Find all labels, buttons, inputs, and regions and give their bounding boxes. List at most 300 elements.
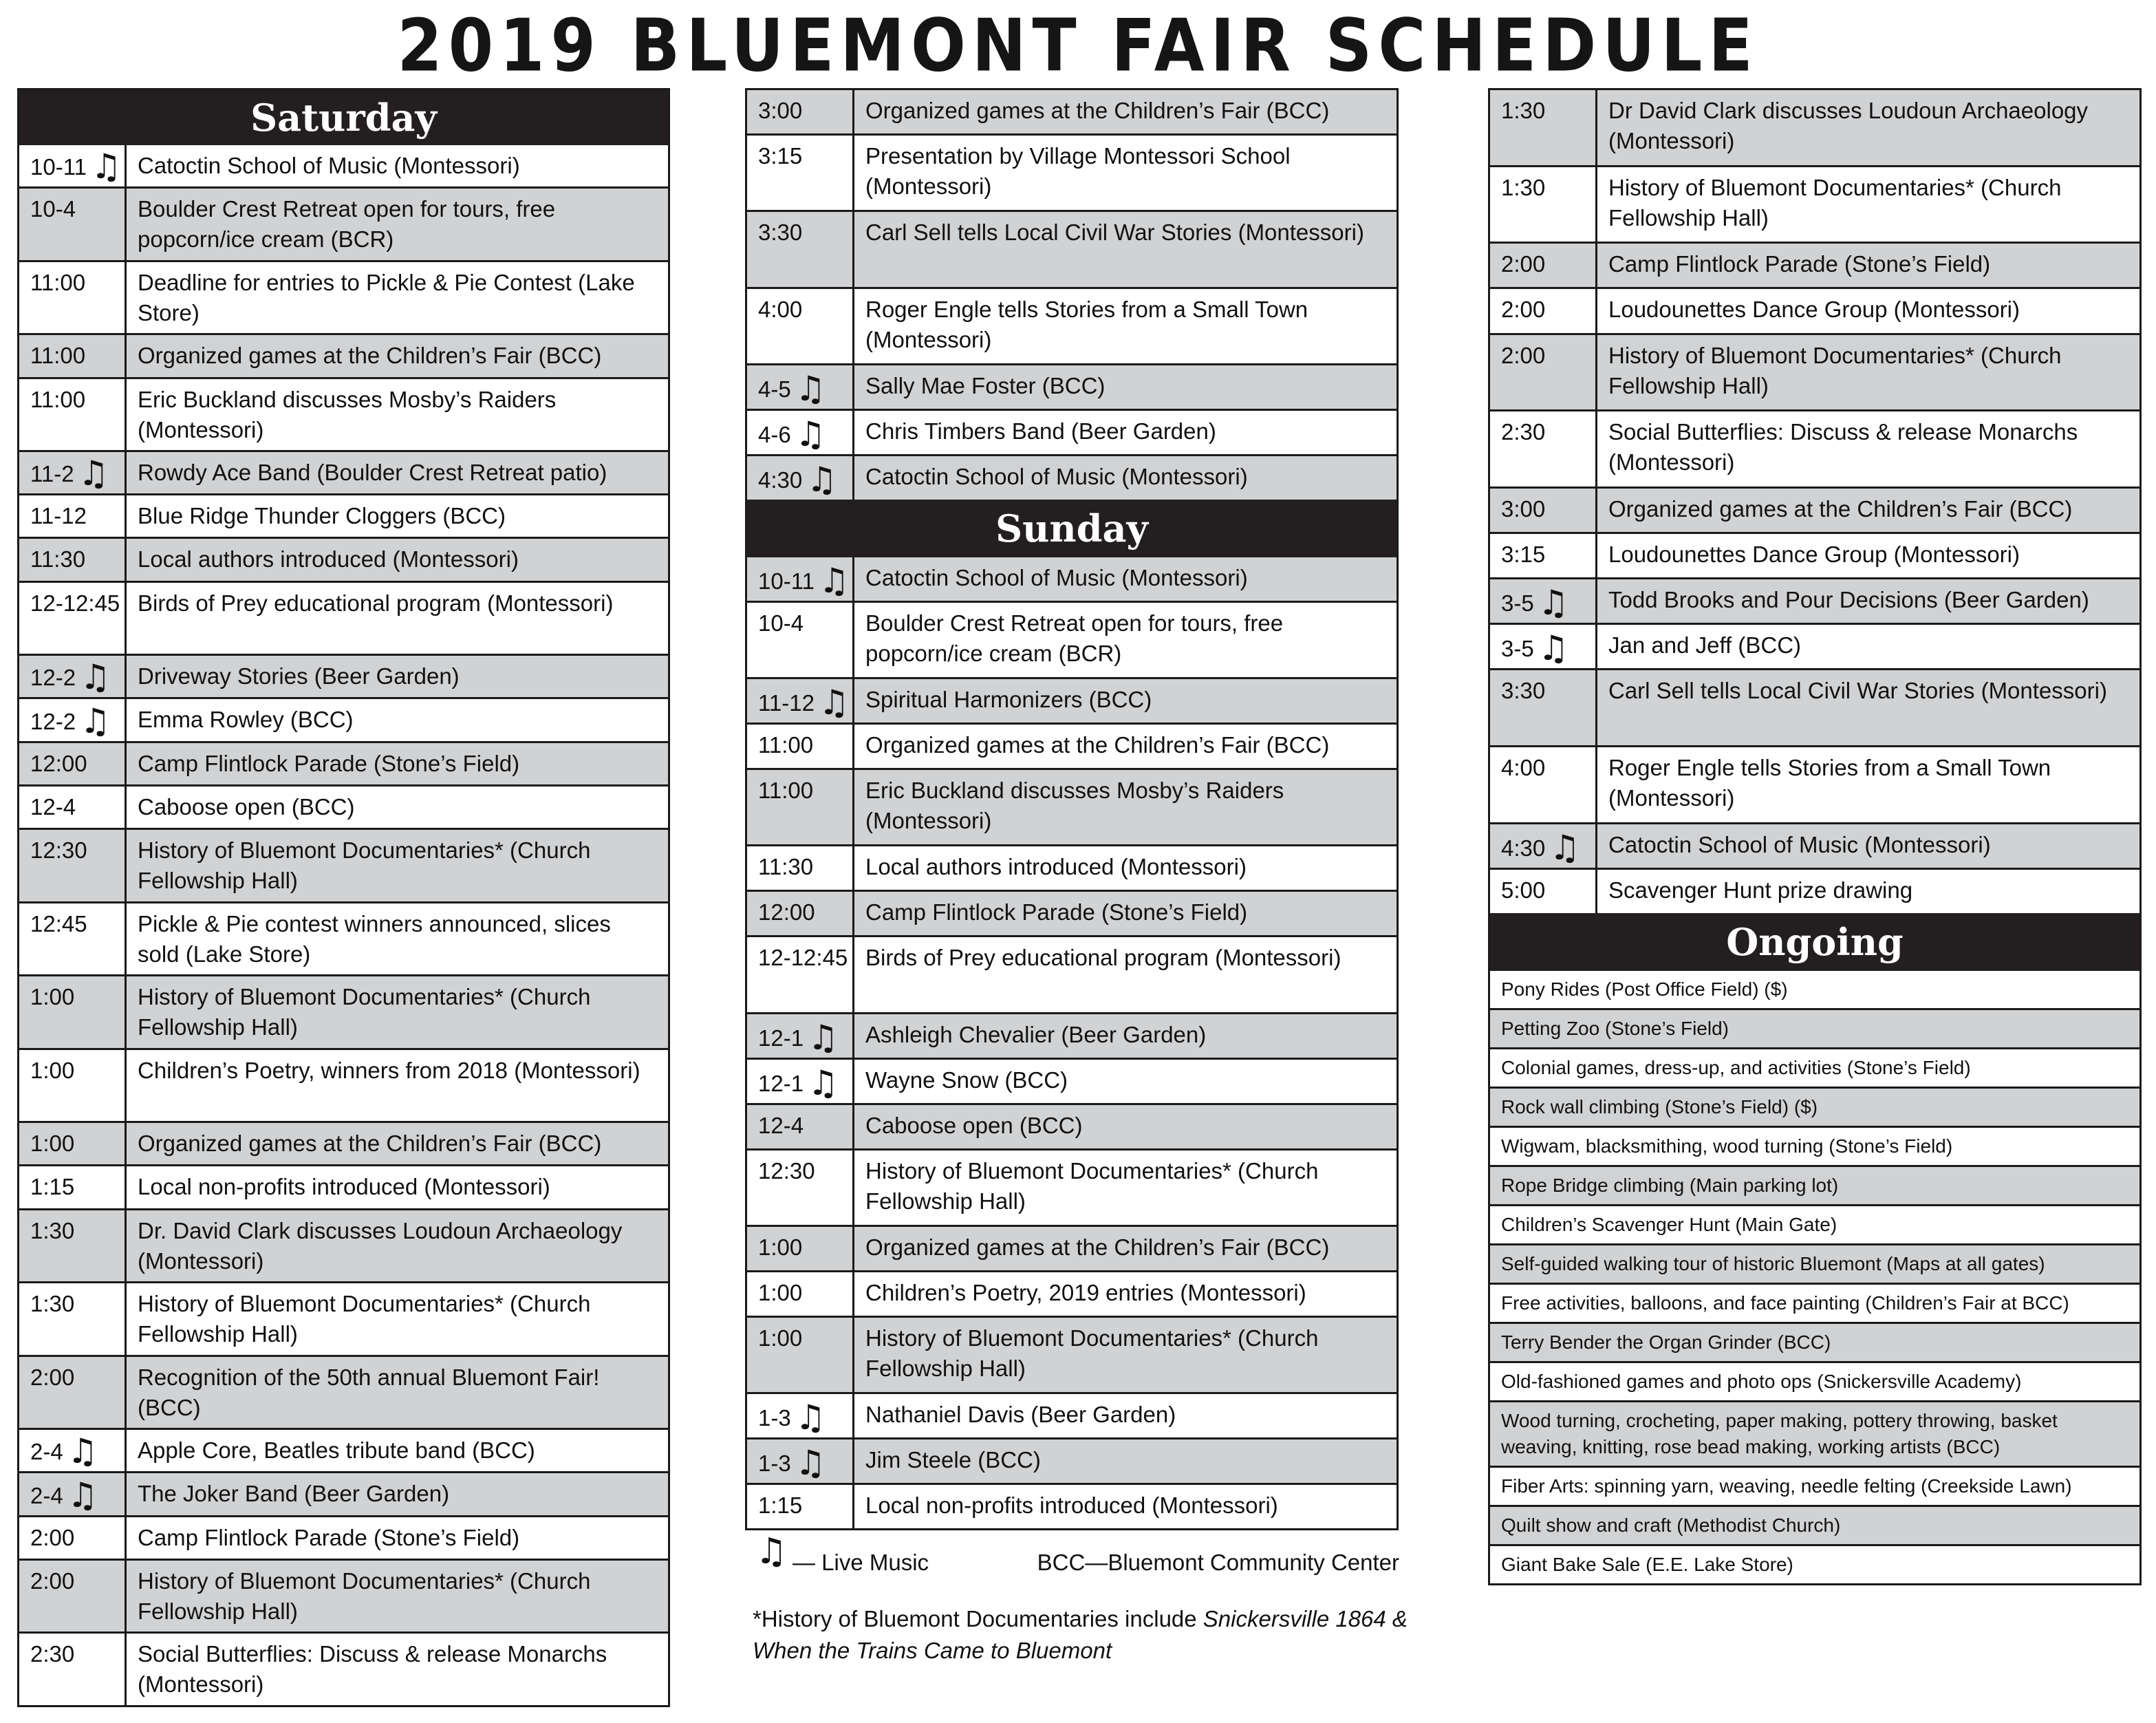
ongoing-item: Self-guided walking tour of historic Bluemont (Maps at all gates) bbox=[1490, 1243, 2139, 1283]
row-time-text: 12:30 bbox=[30, 837, 87, 864]
row-time bbox=[747, 1014, 854, 1058]
row-time bbox=[19, 539, 127, 580]
schedule-row bbox=[747, 289, 1397, 365]
row-time-text: 5:00 bbox=[1501, 877, 1546, 903]
row-time-text: 1:30 bbox=[1501, 174, 1546, 200]
ongoing-item: Rope Bridge climbing (Main parking lot) bbox=[1490, 1165, 2139, 1204]
ongoing-item: Children’s Scavenger Hunt (Main Gate) bbox=[1490, 1204, 2139, 1243]
saturday-header: Saturday bbox=[19, 90, 668, 145]
row-event: Chris Timbers Band (Beer Garden) bbox=[865, 418, 1216, 444]
row-time bbox=[747, 1440, 854, 1483]
row-event: Dr. David Clark discusses Loudoun Archaeology (Montessori) bbox=[138, 1217, 623, 1274]
row-time bbox=[747, 1227, 854, 1270]
row-time-text: 4-6 bbox=[758, 421, 791, 447]
music-note-icon: ♫ bbox=[795, 414, 826, 454]
schedule-row bbox=[747, 1151, 1397, 1227]
schedule-row bbox=[19, 1210, 668, 1284]
row-time-text: 10-11 bbox=[30, 154, 87, 180]
row-time-text: 11:00 bbox=[30, 269, 86, 295]
row-time bbox=[747, 846, 854, 890]
legend-bcc: BCC—Bluemont Community Center bbox=[1037, 1550, 1399, 1575]
schedule-row bbox=[19, 1517, 668, 1561]
row-time-text: 2-4 bbox=[30, 1439, 63, 1465]
row-time bbox=[747, 212, 854, 286]
row-time bbox=[19, 1473, 127, 1515]
schedule-row bbox=[1490, 747, 2139, 824]
row-time-text: 12-1 bbox=[758, 1070, 804, 1096]
row-time-text: 12-2 bbox=[30, 708, 76, 734]
row-time bbox=[1490, 335, 1597, 410]
row-time-text: 3:30 bbox=[758, 220, 803, 246]
row-event: Wayne Snow (BCC) bbox=[865, 1067, 1068, 1093]
row-time-text: 12-2 bbox=[30, 665, 76, 691]
schedule-row bbox=[19, 379, 668, 453]
schedule-row bbox=[747, 1227, 1397, 1272]
row-event: Carl Sell tells Local Civil War Stories (Montessori) bbox=[1608, 678, 2107, 704]
row-event: Caboose open (BCC) bbox=[138, 793, 355, 820]
schedule-row bbox=[19, 262, 668, 336]
row-time-text: 10-4 bbox=[758, 610, 804, 636]
row-time bbox=[19, 145, 127, 186]
row-time bbox=[1490, 870, 1597, 913]
music-note-icon: ♫ bbox=[806, 459, 838, 500]
schedule-row bbox=[19, 830, 668, 903]
music-note-icon: ♫ bbox=[90, 147, 122, 187]
row-time bbox=[19, 452, 127, 493]
row-event: Camp Flintlock Parade (Stone’s Field) bbox=[138, 1524, 520, 1550]
row-event: Camp Flintlock Parade (Stone’s Field) bbox=[138, 750, 520, 776]
schedule-row bbox=[19, 1634, 668, 1705]
row-time-text: 10-4 bbox=[30, 196, 76, 222]
schedule-row bbox=[747, 892, 1397, 937]
row-time-text: 11:00 bbox=[30, 386, 86, 412]
row-time-text: 2:00 bbox=[30, 1364, 75, 1390]
row-time bbox=[747, 456, 854, 500]
schedule-row bbox=[1490, 534, 2139, 579]
row-time bbox=[19, 495, 127, 537]
row-time bbox=[1490, 90, 1597, 165]
row-event: Loudounettes Dance Group (Montessori) bbox=[1608, 541, 2020, 567]
row-time-text: 3-5 bbox=[1501, 636, 1534, 662]
ongoing-item: Petting Zoo (Stone’s Field) bbox=[1490, 1008, 2139, 1047]
schedule-row bbox=[747, 1394, 1397, 1440]
row-time-text: 2:00 bbox=[1501, 342, 1546, 368]
row-time-text: 1:30 bbox=[30, 1217, 75, 1243]
row-time bbox=[747, 892, 854, 935]
row-time bbox=[1490, 579, 1597, 623]
row-time-text: 1:30 bbox=[1501, 98, 1546, 123]
row-time bbox=[19, 583, 127, 654]
row-time bbox=[19, 903, 127, 975]
row-event: Eric Buckland discusses Mosby’s Raiders (Montessori) bbox=[865, 778, 1284, 834]
schedule-row bbox=[747, 557, 1397, 603]
row-time bbox=[19, 1283, 127, 1355]
row-time bbox=[19, 335, 127, 376]
row-time-text: 1:30 bbox=[30, 1291, 75, 1317]
row-event: Blue Ridge Thunder Cloggers (BCC) bbox=[138, 503, 506, 529]
row-event: Pickle & Pie contest winners announced, slices sold (Lake Store) bbox=[138, 910, 611, 967]
row-event: History of Bluemont Documentaries* (Church Fellowship Hall) bbox=[1608, 342, 2062, 398]
row-event: Catoctin School of Music (Montessori) bbox=[865, 463, 1248, 489]
row-time-text: 1:00 bbox=[758, 1234, 803, 1260]
row-time-text: 4-5 bbox=[758, 376, 791, 402]
page-title: 2019 BLUEMONT FAIR SCHEDULE bbox=[397, 4, 1759, 89]
schedule-row bbox=[1490, 90, 2139, 167]
row-time bbox=[747, 603, 854, 677]
row-event: Organized games at the Children’s Fair (BCC) bbox=[1608, 495, 2073, 522]
row-event: Local non-profits introduced (Montessori) bbox=[138, 1174, 550, 1200]
schedule-row bbox=[19, 1166, 668, 1210]
middle-column bbox=[745, 88, 1399, 1530]
row-time-text: 3:00 bbox=[758, 98, 803, 123]
schedule-row bbox=[19, 145, 668, 189]
row-time-text: 3:30 bbox=[1501, 678, 1546, 704]
row-time bbox=[747, 136, 854, 210]
row-time-text: 12:45 bbox=[30, 910, 87, 937]
row-time bbox=[1490, 244, 1597, 287]
row-time bbox=[1490, 625, 1597, 668]
ongoing-item: Quilt show and craft (Methodist Church) bbox=[1490, 1505, 2139, 1544]
schedule-row bbox=[1490, 824, 2139, 870]
row-time-text: 2:00 bbox=[30, 1567, 75, 1594]
row-time-text: 11-2 bbox=[30, 461, 74, 487]
row-time bbox=[19, 1357, 127, 1428]
row-event: Eric Buckland discusses Mosby’s Raiders (Montessori) bbox=[138, 386, 557, 442]
schedule-row bbox=[1490, 579, 2139, 625]
ongoing-list bbox=[1490, 971, 2139, 1583]
row-time-text: 3:00 bbox=[1501, 495, 1546, 522]
schedule-row bbox=[747, 1014, 1397, 1060]
row-time bbox=[747, 411, 854, 454]
row-time bbox=[747, 1060, 854, 1103]
row-time bbox=[1490, 167, 1597, 242]
row-event: Catoctin School of Music (Montessori) bbox=[1608, 831, 1991, 857]
row-time-text: 1:00 bbox=[30, 1057, 75, 1083]
schedule-row bbox=[1490, 870, 2139, 913]
schedule-row bbox=[747, 1440, 1397, 1485]
row-time-text: 2:00 bbox=[1501, 297, 1546, 323]
row-time bbox=[747, 770, 854, 844]
schedule-row bbox=[19, 699, 668, 742]
schedule-row bbox=[1490, 167, 2139, 244]
row-event: Organized games at the Children’s Fair (BCC) bbox=[138, 343, 602, 369]
schedule-row bbox=[19, 189, 668, 262]
row-time bbox=[19, 379, 127, 451]
row-event: Organized games at the Children’s Fair (BCC) bbox=[138, 1131, 602, 1157]
row-event: Caboose open (BCC) bbox=[865, 1112, 1083, 1138]
schedule-row bbox=[1490, 335, 2139, 412]
row-event: Catoctin School of Music (Montessori) bbox=[865, 564, 1248, 590]
row-time bbox=[19, 656, 127, 697]
row-time bbox=[19, 1166, 127, 1208]
row-time bbox=[1490, 411, 1597, 486]
row-time bbox=[19, 830, 127, 901]
row-event: History of Bluemont Documentaries* (Church Fellowship Hall) bbox=[138, 1567, 591, 1624]
schedule-row bbox=[1490, 244, 2139, 289]
row-event: Camp Flintlock Parade (Stone’s Field) bbox=[865, 899, 1248, 925]
row-time bbox=[19, 1634, 127, 1705]
row-event: History of Bluemont Documentaries* (Church Fellowship Hall) bbox=[1608, 174, 2062, 231]
music-note-icon: ♫ bbox=[1538, 628, 1569, 669]
row-event: Boulder Crest Retreat open for tours, free popcorn/ice cream (BCR) bbox=[138, 196, 556, 253]
row-time bbox=[1490, 747, 1597, 822]
row-time bbox=[747, 365, 854, 409]
row-event: Spiritual Harmonizers (BCC) bbox=[865, 687, 1152, 713]
schedule-row bbox=[19, 1283, 668, 1357]
row-time-text: 2:00 bbox=[30, 1524, 75, 1550]
row-time bbox=[747, 1318, 854, 1392]
schedule-row bbox=[747, 937, 1397, 1014]
right-column bbox=[1488, 88, 2142, 1585]
schedule-row bbox=[19, 1050, 668, 1124]
row-event: Roger Engle tells Stories from a Small Town (Montessori) bbox=[1608, 755, 2051, 811]
ongoing-item: Rock wall climbing (Stone’s Field) ($) bbox=[1490, 1087, 2139, 1126]
schedule-row bbox=[19, 903, 668, 977]
row-event: Recognition of the 50th annual Bluemont Fair! (BCC) bbox=[138, 1364, 600, 1420]
row-time bbox=[747, 557, 854, 601]
row-time bbox=[747, 1485, 854, 1528]
saturday-column bbox=[17, 88, 670, 1707]
music-note-icon: ♫ bbox=[795, 1398, 826, 1438]
row-time-text: 4:00 bbox=[1501, 755, 1546, 781]
row-event: Social Butterflies: Discuss & release Monarchs (Montessori) bbox=[138, 1641, 607, 1698]
row-time bbox=[747, 679, 854, 723]
row-event: Local authors introduced (Montessori) bbox=[865, 854, 1247, 880]
schedule-row bbox=[19, 1123, 668, 1166]
row-time bbox=[19, 262, 127, 334]
row-time-text: 1-3 bbox=[758, 1405, 791, 1431]
row-event: Rowdy Ace Band (Boulder Crest Retreat patio) bbox=[138, 460, 607, 486]
row-time-text: 4:30 bbox=[1501, 835, 1546, 861]
row-event: Organized games at the Children’s Fair (BCC) bbox=[865, 732, 1330, 758]
row-time-text: 4:00 bbox=[758, 296, 803, 322]
row-time-text: 1:00 bbox=[758, 1279, 803, 1305]
row-time-text: 3:15 bbox=[1501, 541, 1546, 567]
ongoing-item: Wood turning, crocheting, paper making, pottery throwing, basket weaving, knitting, rose bead making, working artists (BCC) bbox=[1490, 1400, 2139, 1466]
schedule-row bbox=[747, 770, 1397, 846]
schedule-row bbox=[747, 603, 1397, 679]
music-note-icon: ♫ bbox=[808, 1017, 839, 1058]
row-event: History of Bluemont Documentaries* (Church Fellowship Hall) bbox=[138, 1291, 591, 1347]
row-time bbox=[1490, 824, 1597, 868]
sunday-header: Sunday bbox=[747, 500, 1397, 557]
row-event: History of Bluemont Documentaries* (Church Fellowship Hall) bbox=[138, 837, 591, 894]
row-event: Ashleigh Chevalier (Beer Garden) bbox=[865, 1021, 1207, 1047]
schedule-row bbox=[747, 679, 1397, 725]
row-time-text: 11:30 bbox=[758, 854, 814, 880]
row-event: Organized games at the Children’s Fair (BCC) bbox=[865, 1234, 1330, 1260]
row-event: Todd Brooks and Pour Decisions (Beer Garden) bbox=[1608, 587, 2089, 613]
schedule-row bbox=[1490, 670, 2139, 747]
row-time bbox=[747, 725, 854, 768]
schedule-row bbox=[747, 456, 1397, 500]
music-note-icon: ♫ bbox=[67, 1475, 98, 1515]
ongoing-item: Colonial games, dress-up, and activities (Stone’s Field) bbox=[1490, 1047, 2139, 1087]
row-time bbox=[747, 1151, 854, 1225]
schedule-row bbox=[1490, 489, 2139, 534]
documentaries-footnote bbox=[753, 1603, 1413, 1667]
row-event: Nathaniel Davis (Beer Garden) bbox=[865, 1402, 1176, 1428]
row-time-text: 1-3 bbox=[758, 1451, 791, 1476]
row-time bbox=[1490, 489, 1597, 532]
row-time-text: 1:00 bbox=[30, 1131, 75, 1157]
row-time-text: 1:15 bbox=[758, 1492, 803, 1518]
row-time-text: 11:00 bbox=[758, 778, 814, 804]
row-event: Driveway Stories (Beer Garden) bbox=[138, 663, 460, 689]
row-time-text: 10-11 bbox=[758, 568, 815, 594]
music-note-icon: ♫ bbox=[67, 1431, 98, 1472]
music-note-icon: ♫ bbox=[795, 368, 826, 409]
row-time-text: 12-12:45 bbox=[30, 590, 120, 616]
row-time-text: 3:15 bbox=[758, 142, 803, 169]
row-event: History of Bluemont Documentaries* (Church Fellowship Hall) bbox=[865, 1157, 1319, 1214]
row-event: Scavenger Hunt prize drawing bbox=[1608, 877, 1913, 903]
row-event: Camp Flintlock Parade (Stone’s Field) bbox=[1608, 251, 1991, 277]
row-event: Birds of Prey educational program (Montessori) bbox=[138, 590, 614, 616]
music-note-icon: ♫ bbox=[78, 453, 109, 494]
schedule-row bbox=[747, 1105, 1397, 1151]
row-event: History of Bluemont Documentaries* (Church Fellowship Hall) bbox=[865, 1325, 1319, 1381]
schedule-row bbox=[19, 656, 668, 699]
row-time bbox=[19, 743, 127, 784]
music-note-icon: ♫ bbox=[755, 1531, 788, 1572]
row-time-text: 12:00 bbox=[30, 750, 87, 776]
row-event: Children’s Poetry, winners from 2018 (Montessori) bbox=[138, 1057, 640, 1083]
ongoing-item: Fiber Arts: spinning yarn, weaving, needle felting (Creekside Lawn) bbox=[1490, 1466, 2139, 1505]
row-event: Local authors introduced (Montessori) bbox=[138, 546, 519, 572]
ongoing-item: Terry Bender the Organ Grinder (BCC) bbox=[1490, 1322, 2139, 1361]
row-event: Sally Mae Foster (BCC) bbox=[865, 372, 1106, 398]
music-note-icon: ♫ bbox=[818, 560, 850, 601]
row-time-text: 11:30 bbox=[30, 546, 86, 572]
music-note-icon: ♫ bbox=[795, 1443, 826, 1483]
row-time-text: 2-4 bbox=[30, 1482, 63, 1508]
legend bbox=[753, 1531, 1399, 1580]
schedule-row bbox=[747, 725, 1397, 770]
schedule-row bbox=[747, 90, 1397, 136]
schedule-row bbox=[1490, 289, 2139, 334]
row-time-text: 2:30 bbox=[1501, 419, 1546, 445]
row-time-text: 11:00 bbox=[758, 732, 814, 758]
schedule-row bbox=[747, 1485, 1397, 1528]
row-time bbox=[747, 1394, 854, 1437]
schedule-row bbox=[19, 495, 668, 539]
row-time bbox=[1490, 289, 1597, 332]
row-time-text: 11-12 bbox=[30, 503, 87, 529]
ongoing-item: Wigwam, blacksmithing, wood turning (Stone’s Field) bbox=[1490, 1126, 2139, 1165]
row-time-text: 12-4 bbox=[30, 793, 76, 820]
row-event: The Joker Band (Beer Garden) bbox=[138, 1481, 450, 1507]
ongoing-header: Ongoing bbox=[1490, 913, 2139, 971]
music-note-icon: ♫ bbox=[80, 657, 111, 698]
row-time-text: 2:00 bbox=[1501, 251, 1546, 277]
schedule-row bbox=[19, 452, 668, 495]
row-time-text: 12:30 bbox=[758, 1157, 815, 1184]
row-time bbox=[1490, 670, 1597, 745]
row-time bbox=[19, 189, 127, 260]
row-event: Birds of Prey educational program (Montessori) bbox=[865, 945, 1341, 971]
schedule-row bbox=[1490, 625, 2139, 670]
ongoing-item: Pony Rides (Post Office Field) ($) bbox=[1501, 978, 1788, 1000]
schedule-row bbox=[747, 212, 1397, 288]
row-event: Boulder Crest Retreat open for tours, free popcorn/ice cream (BCR) bbox=[865, 610, 1284, 666]
schedule-row bbox=[19, 1357, 668, 1431]
footnote-prefix: *History of Bluemont Documentaries include bbox=[753, 1606, 1203, 1631]
row-event: Apple Core, Beatles tribute band (BCC) bbox=[138, 1437, 535, 1464]
row-time bbox=[19, 1517, 127, 1559]
row-time bbox=[1490, 534, 1597, 577]
schedule-row bbox=[19, 1561, 668, 1634]
row-time bbox=[747, 937, 854, 1012]
row-event: Local non-profits introduced (Montessori) bbox=[865, 1492, 1278, 1518]
row-time bbox=[19, 1050, 127, 1122]
row-time bbox=[19, 699, 127, 740]
ongoing-item: Giant Bake Sale (E.E. Lake Store) bbox=[1490, 1544, 2139, 1583]
row-event: History of Bluemont Documentaries* (Church Fellowship Hall) bbox=[138, 984, 591, 1040]
footnote-title-1: Snickersville 1864 bbox=[1203, 1606, 1386, 1631]
row-time-text: 11:00 bbox=[30, 343, 86, 369]
row-time-text: 1:00 bbox=[30, 984, 75, 1010]
schedule-row bbox=[19, 335, 668, 378]
row-time bbox=[19, 1561, 127, 1632]
row-time-text: 1:15 bbox=[30, 1174, 75, 1200]
row-time bbox=[19, 976, 127, 1048]
row-time bbox=[19, 786, 127, 828]
row-event: Social Butterflies: Discuss & release Monarchs (Montessori) bbox=[1608, 419, 2078, 475]
music-note-icon: ♫ bbox=[1549, 827, 1581, 868]
schedule-row bbox=[747, 846, 1397, 892]
row-event: Catoctin School of Music (Montessori) bbox=[138, 153, 520, 178]
schedule-row bbox=[747, 365, 1397, 411]
row-event: Children’s Poetry, 2019 entries (Montessori) bbox=[865, 1279, 1306, 1305]
row-time-text: 1:00 bbox=[758, 1325, 803, 1351]
schedule-row bbox=[19, 539, 668, 582]
row-time bbox=[747, 289, 854, 363]
row-time-text: 4:30 bbox=[758, 467, 803, 493]
schedule-row bbox=[19, 583, 668, 656]
music-note-icon: ♫ bbox=[818, 683, 850, 723]
schedule-row bbox=[19, 976, 668, 1050]
row-time-text: 2:30 bbox=[30, 1641, 75, 1667]
row-event: Organized games at the Children’s Fair (BCC) bbox=[865, 98, 1330, 123]
schedule-row bbox=[1490, 411, 2139, 489]
row-time-text: 12:00 bbox=[758, 899, 815, 925]
music-note-icon: ♫ bbox=[808, 1062, 839, 1103]
row-time bbox=[747, 1272, 854, 1316]
row-event: Presentation by Village Montessori School (Montessori) bbox=[865, 142, 1291, 199]
row-time bbox=[19, 1210, 127, 1282]
music-note-icon: ♫ bbox=[80, 700, 111, 741]
footnote-joiner: & bbox=[1386, 1606, 1408, 1631]
schedule-row bbox=[19, 1430, 668, 1473]
schedule-row bbox=[747, 1272, 1397, 1318]
row-event: Jan and Jeff (BCC) bbox=[1608, 632, 1802, 659]
row-event: Dr David Clark discusses Loudoun Archaeology (Montessori) bbox=[1608, 98, 2089, 153]
row-event: Jim Steele (BCC) bbox=[865, 1447, 1041, 1473]
schedule-row bbox=[19, 743, 668, 786]
row-time-text: 11-12 bbox=[758, 690, 815, 716]
schedule-row bbox=[747, 411, 1397, 456]
row-event: Carl Sell tells Local Civil War Stories (Montessori) bbox=[865, 220, 1364, 246]
schedule-row bbox=[19, 1473, 668, 1517]
row-event: Deadline for entries to Pickle & Pie Contest (Lake Store) bbox=[138, 269, 635, 325]
ongoing-item: Old-fashioned games and photo ops (Snickersville Academy) bbox=[1490, 1361, 2139, 1400]
row-time-text: 12-1 bbox=[758, 1025, 804, 1051]
row-time bbox=[19, 1123, 127, 1164]
row-time bbox=[19, 1430, 127, 1471]
row-time-text: 3-5 bbox=[1501, 590, 1534, 617]
schedule-row bbox=[747, 1060, 1397, 1105]
